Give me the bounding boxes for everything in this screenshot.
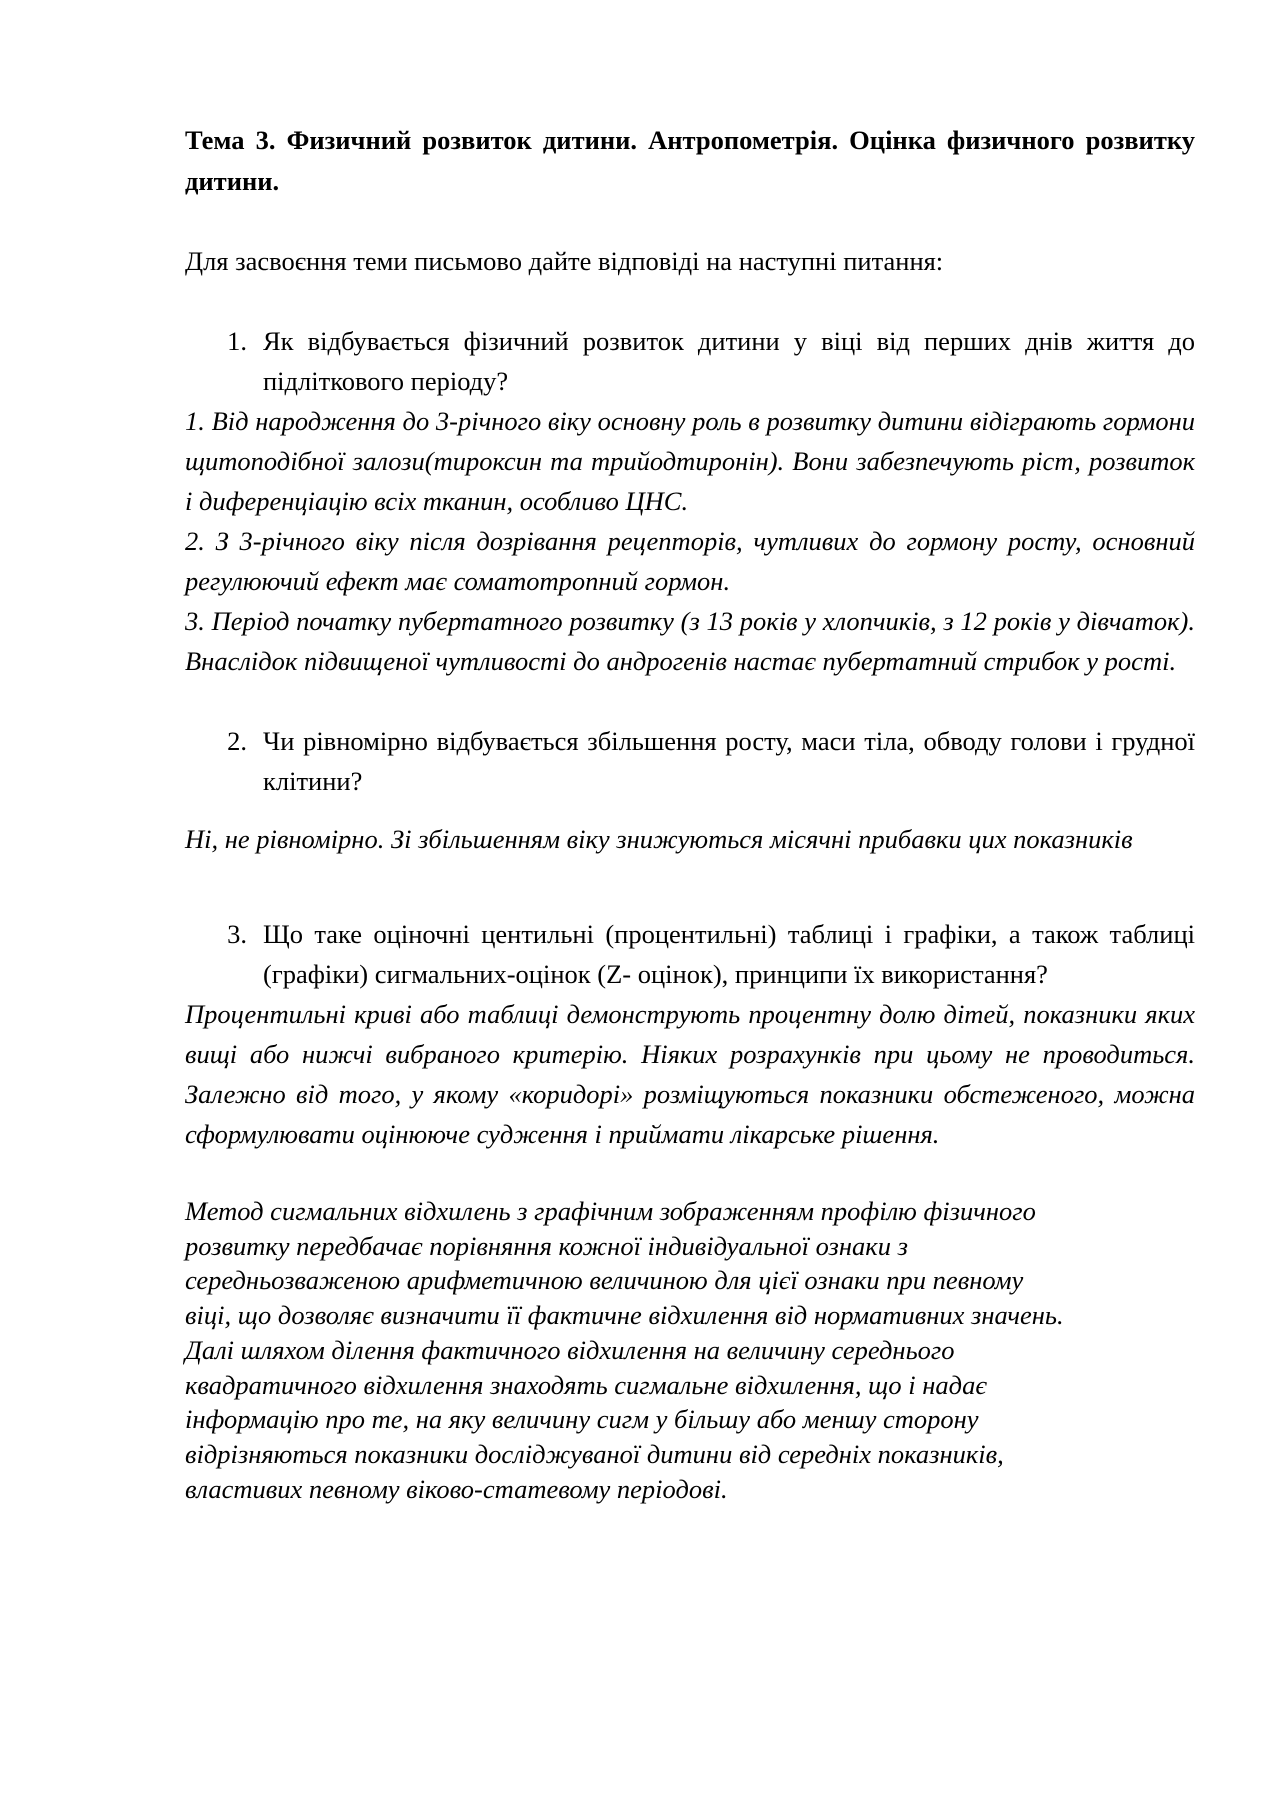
answer-3: Процентильні криві або таблиці демонструють процентну долю дітей, показники яких вищі або нижчі вибраного критерію. Ніяких розрахунків при цьому не проводиться. Залежно від того, у якому «коридорі» розміщуються показники обстеженого, можна сформулювати оцінююче судження і приймати лікарське рішення. xyxy=(185,999,1195,1149)
answer-1-item-1: 1. Від народження до 3-річного віку основну роль в розвитку дитини відіграють гормони щитоподібної залози(тироксин та трийодтиронін). Вони забезпечують ріст, розвиток і диференціацію всіх тканин, особливо ЦНС. xyxy=(185,406,1195,516)
answer-1-item-3: 3. Період початку пубертатного розвитку (з 13 років у хлопчиків, з 12 років у дівчаток). Внаслідок підвищеної чутливості до андрогенів настає пубертатний стрибок у рості. xyxy=(185,606,1195,676)
question-3-number: 3. xyxy=(227,919,247,949)
question-3-text: Що таке оціночні центильні (процентильні) таблиці і графіки, а також таблиці (графіки) сигмальних-оцінок (Z- оцінок), принципи їх використання? xyxy=(263,919,1195,989)
method-line: середньозваженою арифметичною величиною для цієї ознаки при певному xyxy=(185,1265,1024,1296)
answer-2: Ні, не рівномірно. Зі збільшенням віку знижуються місячні прибавки цих показників xyxy=(185,824,1133,854)
question-1-number: 1. xyxy=(227,326,247,356)
question-1 xyxy=(185,321,1195,401)
method-line: інформацію про те, на яку величину сигм у більшу або меншу сторону xyxy=(185,1404,979,1435)
sigma-method-paragraph xyxy=(185,1194,1195,1506)
document-page xyxy=(185,120,1195,1506)
intro-text: Для засвоєння теми письмово дайте відповіді на наступні питання: xyxy=(185,246,944,276)
question-3 xyxy=(185,914,1195,994)
method-line: віці, що дозволяє визначити її фактичне відхилення від нормативних значень. xyxy=(185,1300,1064,1331)
method-line: властивих певному віково-статевому періодові. xyxy=(185,1473,728,1504)
method-line: Метод сигмальних відхилень з графічним зображенням профілю фізичного xyxy=(185,1196,1036,1226)
question-1-text: Як відбувається фізичний розвиток дитини у віці від перших днів життя до підліткового періоду? xyxy=(263,326,1195,396)
method-line: квадратичного відхилення знаходять сигмальне відхилення, що і надає xyxy=(185,1369,987,1400)
document-title: Тема 3. Физичний розвиток дитини. Антропометрія. Оцінка физичного розвитку дитини. xyxy=(185,125,1195,196)
method-line: відрізняються показники досліджуваної дитини від середніх показників, xyxy=(185,1438,1004,1469)
method-line: розвитку передбачає порівняння кожної індивідуальної ознаки з xyxy=(185,1230,908,1261)
answer-1-item-2: 2. З 3-річного віку після дозрівання рецепторів, чутливих до гормону росту, основний регулюючий ефект має соматотропний гормон. xyxy=(185,526,1195,596)
method-line: Далі шляхом ділення фактичного відхилення на величину середнього xyxy=(185,1334,955,1365)
question-2-text: Чи рівномірно відбувається збільшення росту, маси тіла, обводу голови і грудної клітини? xyxy=(263,726,1195,796)
question-2 xyxy=(185,721,1195,801)
question-2-number: 2. xyxy=(227,726,247,756)
